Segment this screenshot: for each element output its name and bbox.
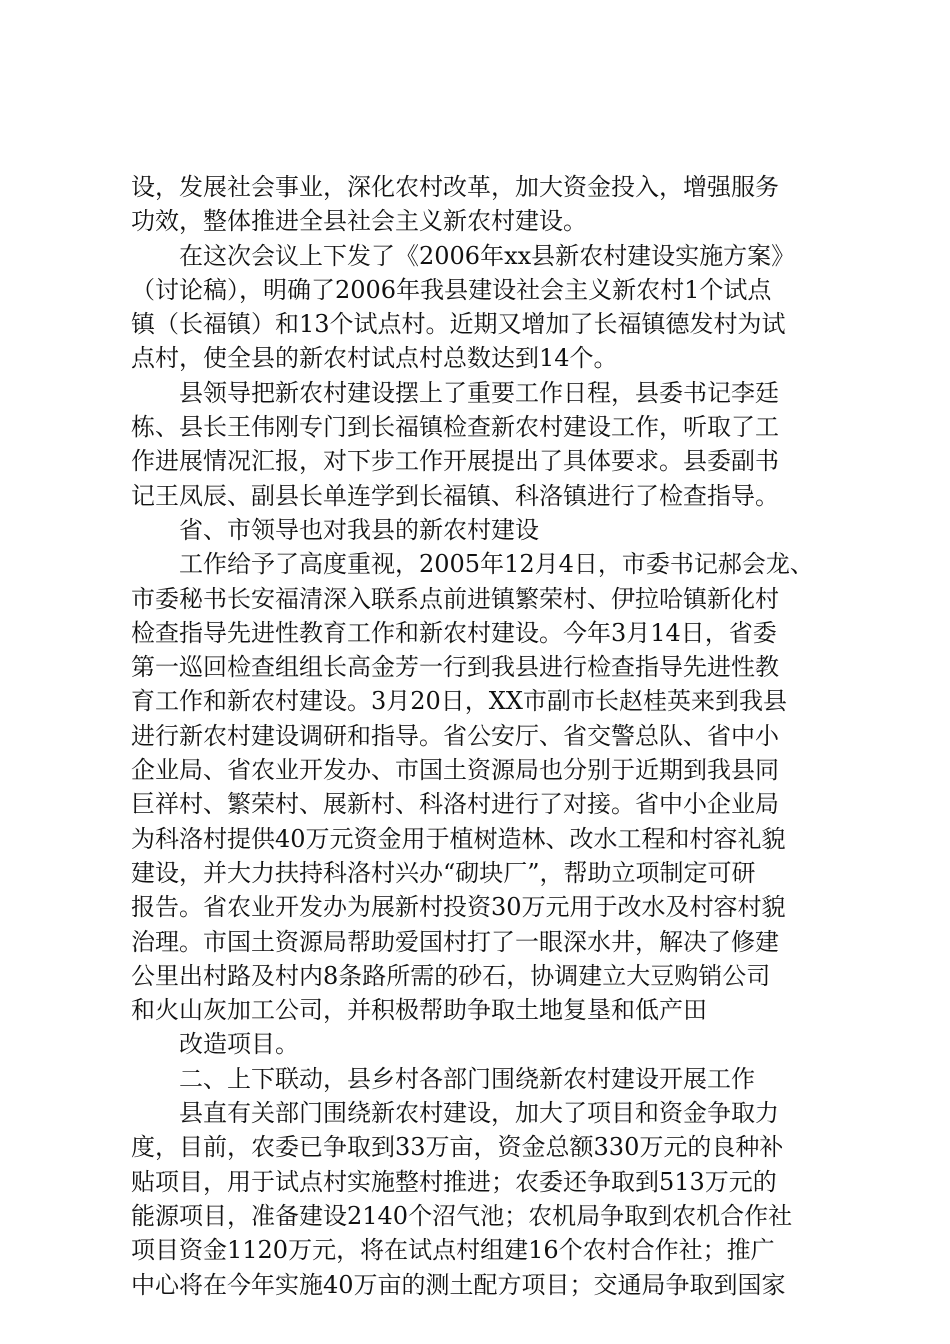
- text-line: 第一巡回检查组组长高金芳一行到我县进行检查指导先进性教: [131, 653, 779, 682]
- text-line: 市委秘书长安福清深入联系点前进镇繁荣村、伊拉哈镇新化村: [131, 584, 779, 613]
- text-line: 功效，整体推进全县社会主义新农村建设。: [131, 207, 587, 236]
- text-line: 项目资金1120万元，将在试点村组建16个农村合作社；推广: [131, 1236, 775, 1265]
- text-line: 育工作和新农村建设。3月20日，XX市副市长赵桂英来到我县: [131, 687, 787, 716]
- text-line: 设，发展社会事业，深化农村改革，加大资金投入，增强服务: [131, 173, 779, 201]
- text-line: 检查指导先进性教育工作和新农村建设。今年3月14日，省委: [131, 618, 777, 647]
- text-line: 贴项目，用于试点村实施整村推进；农委还争取到513万元的: [131, 1167, 777, 1196]
- section-heading: 二、上下联动，县乡村各部门围绕新农村建设开展工作: [179, 1064, 755, 1093]
- text-line: 能源项目，准备建设2140个沼气池；农机局争取到农机合作社: [131, 1201, 793, 1230]
- text-line: 省、市领导也对我县的新农村建设: [179, 515, 539, 544]
- text-line: 县直有关部门围绕新农村建设，加大了项目和资金争取力: [179, 1099, 779, 1128]
- text-line: 公里出村路及村内8条路所需的砂石，协调建立大豆购销公司: [131, 961, 771, 990]
- text-line: 作进展情况汇报，对下步工作开展提出了具体要求。县委副书: [131, 447, 779, 476]
- text-line: 和火山灰加工公司，并积极帮助争取土地复垦和低产田: [131, 996, 707, 1025]
- text-line: 为科洛村提供40万元资金用于植树造林、改水工程和村容礼貌: [131, 824, 786, 853]
- text-line: 报告。省农业开发办为展新村投资30万元用于改水及村容村貌: [131, 893, 786, 922]
- text-line: （讨论稿），明确了2006年我县建设社会主义新农村1个试点: [131, 275, 772, 304]
- text-line: 栋、县长王伟刚专门到长福镇检查新农村建设工作，听取了工: [131, 413, 779, 442]
- text-line: 在这次会议上下发了《2006年xx县新农村建设实施方案》: [179, 241, 796, 270]
- text-line: 记王凤辰、副县长单连学到长福镇、科洛镇进行了检查指导。: [131, 481, 779, 510]
- document-body: [131, 170, 831, 1302]
- text-line: 县领导把新农村建设摆上了重要工作日程，县委书记李廷: [179, 378, 779, 407]
- text-line: 治理。市国土资源局帮助爱国村打了一眼深水井，解决了修建: [131, 927, 779, 956]
- text-line: 点村，使全县的新农村试点村总数达到14个。: [131, 344, 618, 373]
- text-line: 企业局、省农业开发办、市国土资源局也分别于近期到我县同: [131, 756, 779, 785]
- text-line: 改造项目。: [179, 1030, 299, 1059]
- text-line: 巨祥村、繁荣村、展新村、科洛村进行了对接。省中小企业局: [131, 790, 779, 819]
- text-line: 中心将在今年实施40万亩的测土配方项目；交通局争取到国家: [131, 1270, 786, 1299]
- text-line: 镇（长福镇）和13个试点村。近期又增加了长福镇德发村为试: [131, 310, 786, 339]
- text-line: 进行新农村建设调研和指导。省公安厅、省交警总队、省中小: [131, 721, 779, 750]
- text-line: 度，目前，农委已争取到33万亩，资金总额330万元的良种补: [131, 1133, 784, 1162]
- text-line: 建设，并大力扶持科洛村兴办“砌块厂”，帮助立项制定可研: [131, 858, 756, 887]
- text-line: 工作给予了高度重视，2005年12月4日，市委书记郝会龙、: [179, 550, 814, 579]
